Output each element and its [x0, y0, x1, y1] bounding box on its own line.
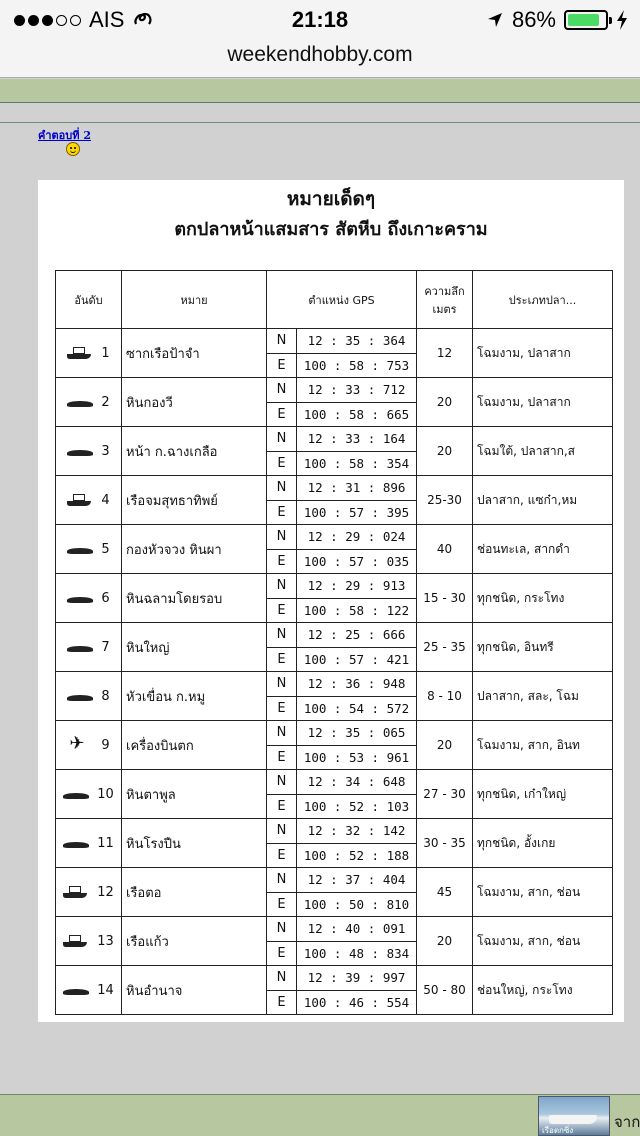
depth-value: 20 [417, 917, 473, 966]
lat-value: 12 : 39 : 997 [297, 966, 417, 991]
spot-name: หัวเขื่อน ก.หมู [122, 672, 267, 721]
ship-icon [63, 935, 91, 947]
rock-icon [63, 837, 91, 849]
fish-types: โฉมงาม, ปลาสาก [473, 329, 613, 378]
spot-name: หินกองวี [122, 378, 267, 427]
clock: 21:18 [291, 7, 349, 32]
rank-number: 7 [101, 639, 110, 655]
lon-value: 100 : 58 : 122 [297, 598, 417, 623]
spot-name: หินฉลามโดยรอบ [122, 574, 267, 623]
lon-value: 100 : 52 : 103 [297, 794, 417, 819]
table-row [56, 525, 613, 550]
rank-cell [56, 623, 122, 672]
fish-types: ทุกชนิด, เก๋าใหญ่ [473, 770, 613, 819]
rank-number: 6 [101, 590, 110, 606]
fish-types: ปลาสาก, แซก๋า,หม [473, 476, 613, 525]
rank-number: 13 [97, 933, 114, 949]
lat-value: 12 : 35 : 065 [297, 721, 417, 746]
rank-cell [56, 917, 122, 966]
lat-label: N [267, 966, 297, 991]
lon-value: 100 : 57 : 035 [297, 549, 417, 574]
depth-value: 20 [417, 427, 473, 476]
rock-icon [63, 984, 91, 996]
lon-value: 100 : 53 : 961 [297, 745, 417, 770]
lat-value: 12 : 34 : 648 [297, 770, 417, 795]
lat-value: 12 : 40 : 091 [297, 917, 417, 942]
fish-types: โฉมงาม, สาก, อินท [473, 721, 613, 770]
lat-value: 12 : 32 : 142 [297, 819, 417, 844]
lat-label: N [267, 378, 297, 403]
lat-label: N [267, 917, 297, 942]
lon-label: E [267, 892, 297, 917]
lat-label: N [267, 329, 297, 354]
header-name: หมาย [122, 271, 267, 329]
header-gps: ตำแหน่ง GPS [267, 271, 417, 329]
header-rank: อันดับ [56, 271, 122, 329]
table-row [56, 868, 613, 893]
lon-value: 100 : 57 : 395 [297, 500, 417, 525]
rank-number: 10 [97, 786, 114, 802]
rank-cell [56, 966, 122, 1015]
spot-name: หินใหญ่ [122, 623, 267, 672]
lat-value: 12 : 25 : 666 [297, 623, 417, 648]
lat-label: N [267, 476, 297, 501]
rock-icon [63, 788, 91, 800]
rank-number: 3 [101, 443, 110, 459]
lon-value: 100 : 52 : 188 [297, 843, 417, 868]
spot-name: เรือตอ [122, 868, 267, 917]
reply-number-link[interactable]: คำตอบที่ 2 [38, 129, 92, 142]
lat-label: N [267, 427, 297, 452]
lon-value: 100 : 46 : 554 [297, 990, 417, 1015]
rank-cell [56, 329, 122, 378]
table-row [56, 574, 613, 599]
table-row [56, 329, 613, 354]
lat-value: 12 : 29 : 913 [297, 574, 417, 599]
rock-icon [67, 543, 95, 555]
lon-value: 100 : 57 : 421 [297, 647, 417, 672]
rank-number: 9 [101, 737, 110, 753]
lon-label: E [267, 549, 297, 574]
rank-number: 5 [101, 541, 110, 557]
fish-types: ปลาสาก, สละ, โฉม [473, 672, 613, 721]
lon-label: E [267, 598, 297, 623]
spot-name: หินโรงปืน [122, 819, 267, 868]
footer-text: จาก [614, 1113, 640, 1131]
lat-label: N [267, 721, 297, 746]
lon-label: E [267, 745, 297, 770]
rank-cell [56, 476, 122, 525]
status-bar [0, 0, 640, 40]
spot-name: เรือแก้ว [122, 917, 267, 966]
rank-cell [56, 525, 122, 574]
lon-value: 100 : 58 : 753 [297, 353, 417, 378]
rank-cell [56, 574, 122, 623]
depth-value: 45 [417, 868, 473, 917]
rank-cell [56, 378, 122, 427]
rank-cell [56, 868, 122, 917]
lon-value: 100 : 54 : 572 [297, 696, 417, 721]
table-row [56, 917, 613, 942]
lon-value: 100 : 58 : 354 [297, 451, 417, 476]
lon-label: E [267, 500, 297, 525]
location-arrow-icon [486, 11, 504, 29]
spot-name: หน้า ก.ฉางเกลือ [122, 427, 267, 476]
table-row [56, 721, 613, 746]
scanned-document-image [38, 180, 624, 1022]
header-fish: ประเภทปลา... [473, 271, 613, 329]
lon-label: E [267, 843, 297, 868]
lon-label: E [267, 402, 297, 427]
fish-types: ทุกชนิด, อั้งเกย [473, 819, 613, 868]
depth-value: 50 - 80 [417, 966, 473, 1015]
lon-label: E [267, 353, 297, 378]
lat-label: N [267, 770, 297, 795]
lon-label: E [267, 794, 297, 819]
table-row [56, 476, 613, 501]
lon-label: E [267, 451, 297, 476]
lon-label: E [267, 941, 297, 966]
rank-number: 11 [97, 835, 114, 851]
rank-number: 12 [97, 884, 114, 900]
table-row [56, 427, 613, 452]
fish-types: โฉมงาม, ปลาสาก [473, 378, 613, 427]
spot-name: เครื่องบินตก [122, 721, 267, 770]
fishing-spots-table [55, 270, 613, 1015]
lat-value: 12 : 33 : 712 [297, 378, 417, 403]
forum-header-bar [0, 79, 640, 103]
lon-value: 100 : 48 : 834 [297, 941, 417, 966]
spot-name: ซากเรือป้าจำ [122, 329, 267, 378]
table-row [56, 672, 613, 697]
rank-number: 8 [101, 688, 110, 704]
document-title: หมายเด็ดๆ [286, 188, 376, 210]
fish-types: ช่อนใหญ่, กระโทง [473, 966, 613, 1015]
depth-value: 25 - 35 [417, 623, 473, 672]
fish-types: โฉมใต้, ปลาสาก,ส [473, 427, 613, 476]
table-row [56, 819, 613, 844]
lat-label: N [267, 868, 297, 893]
carrier-label: AIS [89, 7, 125, 32]
charging-bolt-icon [616, 10, 628, 30]
rank-number: 2 [101, 394, 110, 410]
spot-name: เรือจมสุทธาทิพย์ [122, 476, 267, 525]
fish-types: ทุกชนิด, กระโทง [473, 574, 613, 623]
rank-number: 4 [101, 492, 110, 508]
lon-label: E [267, 696, 297, 721]
lat-label: N [267, 574, 297, 599]
ship-icon [67, 494, 95, 506]
lat-label: N [267, 819, 297, 844]
thumbnail-caption: เรือตกซิ่ง [542, 1126, 574, 1135]
battery-level [568, 14, 599, 26]
rock-icon [67, 396, 95, 408]
fish-types: โฉมงาม, สาก, ช่อน [473, 868, 613, 917]
status-right [486, 7, 628, 33]
spot-name: กองหัวจวง หินผา [122, 525, 267, 574]
header-depth: ความลึก เมตร [417, 271, 473, 329]
rank-cell [56, 721, 122, 770]
table-header-row [56, 271, 613, 329]
table-row [56, 623, 613, 648]
rank-cell [56, 427, 122, 476]
ship-icon [63, 886, 91, 898]
spot-name: หินตาพูล [122, 770, 267, 819]
rock-icon [67, 592, 95, 604]
document-subtitle: ตกปลาหน้าแสมสาร สัตหีบ ถึงเกาะคราม [174, 219, 488, 240]
rank-number: 1 [101, 345, 110, 361]
depth-value: 20 [417, 378, 473, 427]
lat-value: 12 : 35 : 364 [297, 329, 417, 354]
fish-types: ทุกชนิด, อินทรี [473, 623, 613, 672]
rock-icon [67, 641, 95, 653]
divider [0, 122, 640, 123]
table-row [56, 378, 613, 403]
lat-label: N [267, 672, 297, 697]
rank-cell [56, 819, 122, 868]
battery-icon [564, 10, 608, 30]
address-bar[interactable]: weekendhobby.com [0, 40, 640, 78]
depth-value: 12 [417, 329, 473, 378]
rank-cell [56, 770, 122, 819]
lat-label: N [267, 623, 297, 648]
fish-types: โฉมงาม, สาก, ช่อน [473, 917, 613, 966]
lon-value: 100 : 58 : 665 [297, 402, 417, 427]
table-row [56, 966, 613, 991]
lon-value: 100 : 50 : 810 [297, 892, 417, 917]
lon-label: E [267, 990, 297, 1015]
depth-value: 20 [417, 721, 473, 770]
smiley-icon [66, 142, 80, 156]
depth-value: 25-30 [417, 476, 473, 525]
lat-value: 12 : 31 : 896 [297, 476, 417, 501]
depth-value: 15 - 30 [417, 574, 473, 623]
table-row [56, 770, 613, 795]
depth-value: 8 - 10 [417, 672, 473, 721]
lon-label: E [267, 647, 297, 672]
lat-value: 12 : 29 : 024 [297, 525, 417, 550]
lat-value: 12 : 37 : 404 [297, 868, 417, 893]
rank-cell [56, 672, 122, 721]
fish-types: ช่อนทะเล, สากดำ [473, 525, 613, 574]
depth-value: 30 - 35 [417, 819, 473, 868]
rock-icon [67, 445, 95, 457]
lat-value: 12 : 36 : 948 [297, 672, 417, 697]
depth-value: 40 [417, 525, 473, 574]
lat-value: 12 : 33 : 164 [297, 427, 417, 452]
ship-icon [67, 347, 95, 359]
spot-name: หินอำนาจ [122, 966, 267, 1015]
rock-icon [67, 690, 95, 702]
battery-percent: 86% [511, 7, 556, 32]
plane-icon [67, 739, 95, 751]
rank-number: 14 [97, 982, 114, 998]
lat-label: N [267, 525, 297, 550]
depth-value: 27 - 30 [417, 770, 473, 819]
